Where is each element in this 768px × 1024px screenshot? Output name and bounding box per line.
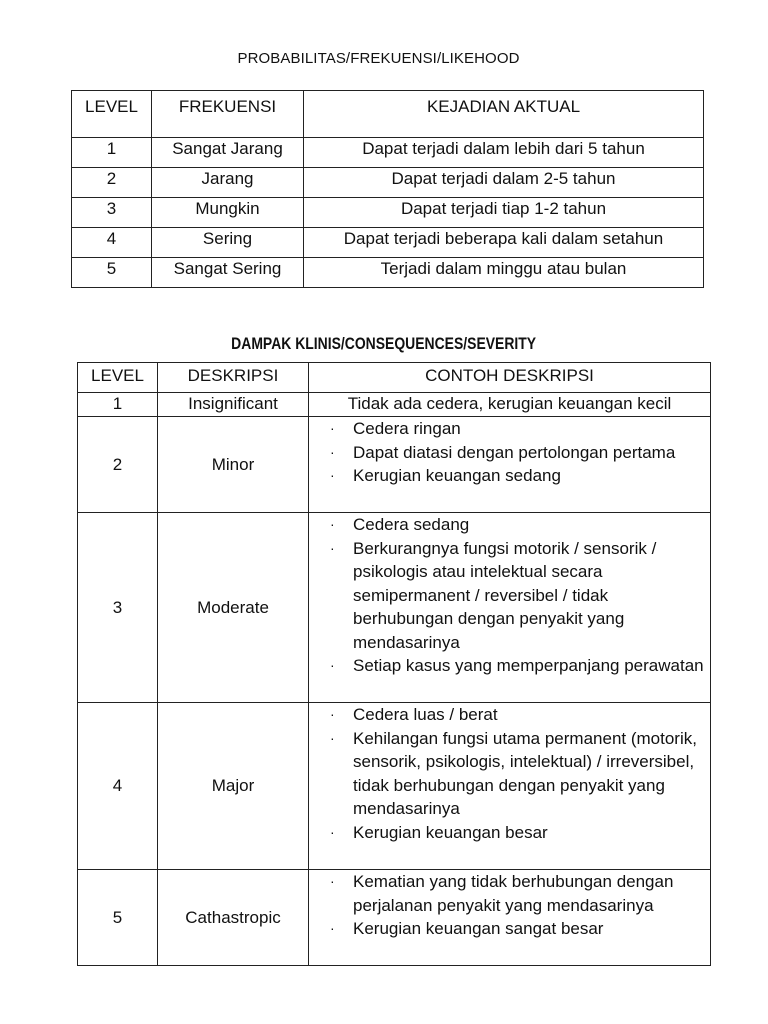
level-cell: 2 — [78, 417, 158, 513]
bullet-text: Cedera luas / berat — [353, 705, 498, 724]
column-header-frequency: FREKUENSI — [152, 91, 304, 138]
bullet-text: Kematian yang tidak berhubungan dengan perjalanan penyakit yang mendasarinya — [353, 872, 674, 915]
bullet-icon: · — [330, 873, 335, 889]
event-cell: Terjadi dalam minggu atau bulan — [304, 258, 704, 288]
level-cell: 2 — [72, 168, 152, 198]
bullet-icon: · — [330, 706, 335, 722]
level-cell: 1 — [72, 138, 152, 168]
table-row — [78, 870, 711, 966]
likelihood-title: PROBABILITAS/FREKUENSI/LIKEHOOD — [237, 50, 520, 67]
bullet-text: Cedera ringan — [353, 419, 461, 438]
level-cell: 5 — [72, 258, 152, 288]
list-item — [330, 513, 710, 537]
example-cell: Tidak ada cedera, kerugian keuangan kecil — [309, 393, 711, 417]
frequency-cell: Sangat Sering — [152, 258, 304, 288]
table-row — [72, 138, 704, 168]
table-row — [72, 228, 704, 258]
column-header-example: CONTOH DESKRIPSI — [309, 363, 711, 393]
description-cell: Moderate — [158, 513, 309, 703]
column-header-description: DESKRIPSI — [158, 363, 309, 393]
event-cell: Dapat terjadi dalam lebih dari 5 tahun — [304, 138, 704, 168]
list-item — [330, 703, 710, 727]
event-cell: Dapat terjadi dalam 2-5 tahun — [304, 168, 704, 198]
bullet-icon: · — [330, 823, 335, 840]
bullet-text: Cedera sedang — [353, 515, 470, 534]
column-header-level: LEVEL — [78, 363, 158, 393]
frequency-cell: Sering — [152, 228, 304, 258]
bullet-icon: · — [330, 920, 335, 936]
bullet-text: Kerugian keuangan sangat besar — [353, 919, 604, 938]
table-row — [72, 198, 704, 228]
bullet-icon: · — [330, 516, 335, 532]
table-row — [72, 168, 704, 198]
bullet-text: Kerugian keuangan besar — [353, 822, 548, 842]
table-row — [78, 703, 711, 870]
list-item — [330, 654, 710, 678]
example-cell — [309, 870, 711, 966]
table-row — [78, 417, 711, 513]
level-cell: 1 — [78, 393, 158, 417]
list-item — [330, 464, 710, 488]
column-header-level: LEVEL — [72, 91, 152, 138]
bullet-icon: · — [330, 539, 335, 556]
example-cell — [309, 417, 711, 513]
example-bullet-list — [309, 703, 710, 844]
list-item — [330, 441, 710, 465]
likelihood-table — [71, 90, 704, 288]
bullet-icon: · — [330, 467, 335, 483]
level-cell: 4 — [78, 703, 158, 870]
bullet-text: Dapat diatasi dengan pertolongan pertama — [353, 442, 676, 462]
column-header-actual-event: KEJADIAN AKTUAL — [304, 91, 704, 138]
description-cell: Insignificant — [158, 393, 309, 417]
frequency-cell: Mungkin — [152, 198, 304, 228]
table-header-row — [78, 363, 711, 393]
description-cell: Major — [158, 703, 309, 870]
list-item — [330, 537, 710, 655]
table-row — [78, 513, 711, 703]
event-cell: Dapat terjadi beberapa kali dalam setahun — [304, 228, 704, 258]
level-cell: 4 — [72, 228, 152, 258]
description-cell: Cathastropic — [158, 870, 309, 966]
list-item — [330, 917, 710, 941]
example-cell — [309, 513, 711, 703]
list-item — [330, 870, 710, 917]
bullet-text: Kerugian keuangan sedang — [353, 466, 561, 485]
bullet-icon: · — [330, 443, 335, 460]
table-row — [78, 393, 711, 417]
frequency-cell: Sangat Jarang — [152, 138, 304, 168]
example-bullet-list — [309, 513, 710, 678]
bullet-icon: · — [330, 420, 335, 436]
frequency-cell: Jarang — [152, 168, 304, 198]
level-cell: 5 — [78, 870, 158, 966]
severity-table — [77, 362, 711, 966]
bullet-text: Berkurangnya fungsi motorik / sensorik / psikologis atau intelektual secara semipermanent / reversibel / tidak berhubungan dengan penyakit yang mendasarinya — [353, 538, 657, 652]
bullet-text: Setiap kasus yang memperpanjang perawatan — [353, 656, 704, 675]
example-cell — [309, 703, 711, 870]
bullet-text: Kehilangan fungsi utama permanent (motorik, sensorik, psikologis, intelektual) / irreversibel, tidak berhubungan dengan penyakit yang mendasarinya — [353, 728, 697, 818]
table-header-row — [72, 91, 704, 138]
list-item — [330, 727, 710, 821]
severity-title: DAMPAK KLINIS/CONSEQUENCES/SEVERITY — [231, 334, 537, 353]
bullet-icon: · — [330, 729, 335, 746]
bullet-icon: · — [330, 657, 335, 673]
list-item — [330, 821, 710, 845]
level-cell: 3 — [72, 198, 152, 228]
event-cell: Dapat terjadi tiap 1-2 tahun — [304, 198, 704, 228]
table-row — [72, 258, 704, 288]
description-cell: Minor — [158, 417, 309, 513]
example-bullet-list — [309, 870, 710, 941]
list-item — [330, 417, 710, 441]
example-bullet-list — [309, 417, 710, 488]
level-cell: 3 — [78, 513, 158, 703]
